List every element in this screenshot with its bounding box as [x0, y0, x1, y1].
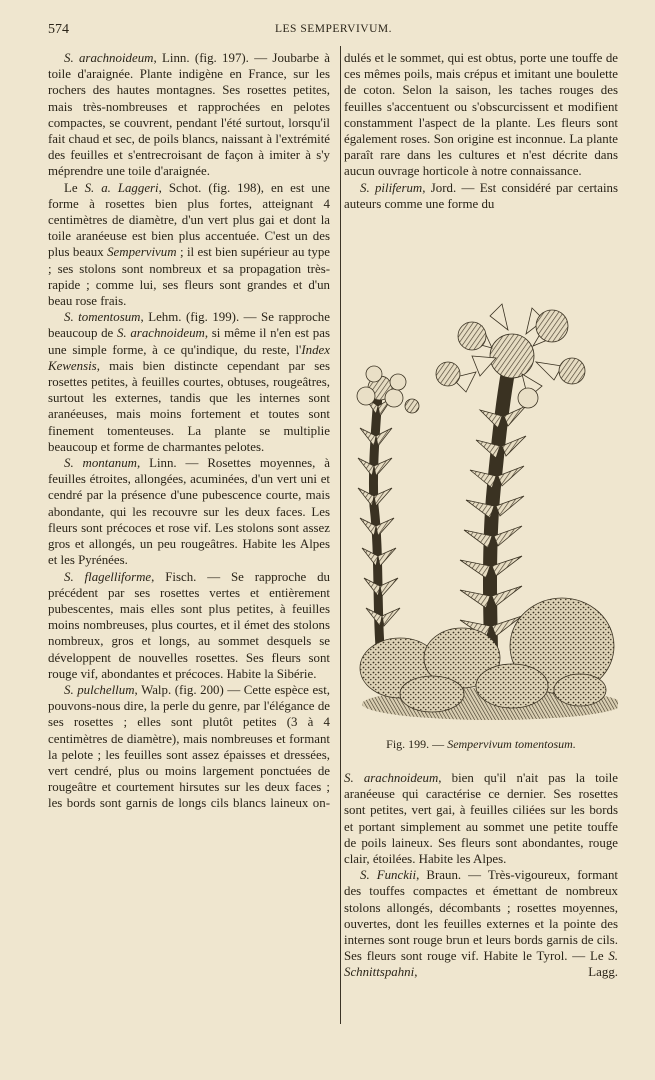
left-flower-cluster	[357, 366, 419, 413]
paragraph-pulchellum: S. pulchellum, Walp. (fig. 200) — Cette espèce est, pouvons-nous dire, la perle du genre, par l'élégance de ses rosettes ; elles sont plutôt petites (3 à 4 centimètres de diamètre), mais nombreuses et formant la pelote ; les feuilles sont assez épaisses et dressées, vert cendré, plus ou moins largement ponctuées de rougeâtre et courtement hirsutes sur les deux faces ; les bords sont garnis de longs cils blancs laineux on-	[48, 682, 330, 811]
species-name: S. arachnoideum	[64, 51, 154, 65]
genus-name: Sempervivum	[107, 245, 177, 260]
left-column	[48, 50, 330, 812]
paragraph-arachnoideum: S. arachnoideum, Linn. (fig. 197). — Joubarbe à toile d'araignée. Plante indigène en France, sur les rochers des hautes montagnes. Ses rosettes petites, mais très-nombreuses et rapprochées en pelotes compactes, se couvrent, pendant l'été surtout, lorsqu'il fait chaud et sec, de poils blancs, naissant à l'extrémité des feuilles et s'entrecroisant de façon à imiter à s'y méprendre une toile d'araignée.	[48, 51, 331, 179]
species-name: S. a. Laggeri	[84, 180, 159, 195]
figure-caption	[344, 737, 618, 752]
paragraph-tomentosum: S. tomentosum, Lehm. (fig. 199). — Se rapproche beaucoup de S. arachnoideum, si même il n'en est pas une simple forme, à ce qu'indique, du reste, l'Index Kewensis, mais bien distincte cependant par ses rosettes petites, à feuilles courtes, obtuses, rougeâtres, surtout les externes, tandis que les internes sont aranéeuses, mais moins fortement et toutes sont finement tomenteuses. La plante se multiplie beaucoup et forme de charmantes pelotes.	[48, 310, 330, 454]
figure-label: Fig. 199. —	[386, 737, 448, 751]
rosette-front-right	[554, 674, 606, 706]
paragraph-piliferum: S. piliferum, Jord. — Est considéré par certains auteurs comme une forme du	[344, 180, 619, 211]
paragraph-funckii: S. Funckii, Braun. — Très-vigoureux, formant des touffes compactes et émettant de nombreux stolons allongés, décombants ; rosettes moyennes, ouvertes, dont les feuilles externes et la pointe des internes sont rouge brun et leurs bords garnis de cils. Ses fleurs sont rouge vif. Habite le Tyrol. — Le S. Schnittspahni, Lagg.	[344, 868, 618, 980]
paragraph-piliferum-continued: S. arachnoideum, bien qu'il n'ait pas la toile aranéeuse qui caractérise ce dernier. Ses rosettes sont petites, vert gai, à feuilles ciliées sur les bords et portant simplement au sommet une petite touffe de poils laineux. Ses fleurs sont abondantes, rouge clair, étoilées. Habite les Alpes.	[344, 771, 618, 867]
species-reference: S. arachnoideum	[344, 771, 439, 785]
figure-species-name: Sempervivum tomentosum.	[447, 737, 576, 751]
species-name: S. flagelliforme	[64, 569, 152, 584]
paragraph-flagelliforme: S. flagelliforme, Fisch. — Se rapproche du précédent par ses rosettes vertes et entièrement pubescentes, mais elles sont plus petites, à feuilles moins nombreuses, plus courtes, et il émet des stolons nombreux, gros et longs, au sommet desquels se développent de nouvelles rosettes. Ses fleurs sont rouge vif, abondantes et précoces. Habite la Sibérie.	[48, 569, 330, 681]
paragraph-montanum: S. montanum, Linn. — Rosettes moyennes, à feuilles étroites, allongées, acuminées, d'un vert uni et cendré par la présence d'une pubescence courte, mais abondante, qui les recouvre sur les deux faces. Les fleurs sont précoces et rose vif. Les stolons sont assez gros et allongés, un peu rougeâtres. Habite les Alpes et les Pyrénées.	[48, 456, 330, 568]
column-divider	[340, 46, 341, 1024]
plant-engraving	[352, 286, 618, 731]
running-head	[48, 22, 619, 44]
rosette-front-left	[400, 676, 464, 712]
right-column-upper	[344, 50, 618, 212]
species-name: S. montanum	[64, 456, 137, 471]
species-reference: S. Schnittspahni	[344, 949, 618, 980]
species-name: S. piliferum	[360, 180, 423, 195]
rosette-front-center	[476, 664, 548, 708]
index-title: Index Kewensis	[48, 342, 330, 373]
species-name: S. Funckii	[360, 868, 417, 883]
figure-sempervivum-tomentosum	[352, 286, 618, 756]
right-column-lower	[344, 770, 618, 981]
species-reference: S. arachnoideum	[116, 326, 205, 341]
running-title: LES SEMPERVIVUM.	[275, 23, 392, 35]
page-number: 574	[48, 22, 69, 37]
paragraph-pulchellum-continued: dulés et le sommet, qui est obtus, porte une touffe de ces mêmes poils, mais crépus et imitant une boulette de coton. Selon la saison, les taches rouges des feuilles s'accentuent ou s'obscurcissent et modifient constamment l'aspect de la plante. Les fleurs sont également roses. Son origine est inconnue. La plante paraît rare dans les cultures et n'est décrite dans aucun ouvrage horticole à notre connaissance.	[344, 51, 618, 179]
species-name: S. pulchellum	[64, 682, 135, 697]
species-name: S. tomentosum	[64, 310, 141, 325]
paragraph-laggeri: Le S. a. Laggeri, Schot. (fig. 198), en est une forme à rosettes bien plus fortes, atteignant 4 centimètres de diamètre, d'un vert plus gai et dont la toile aranéeuse est bien plus accentuée. C'est un des plus beaux Sempervivum ; il est bien supérieur au type ; ses stolons sont nombreux et sa propagation très-rapide ; comme lui, ses fleurs sont grandes et d'un beau rose frais.	[48, 180, 330, 309]
